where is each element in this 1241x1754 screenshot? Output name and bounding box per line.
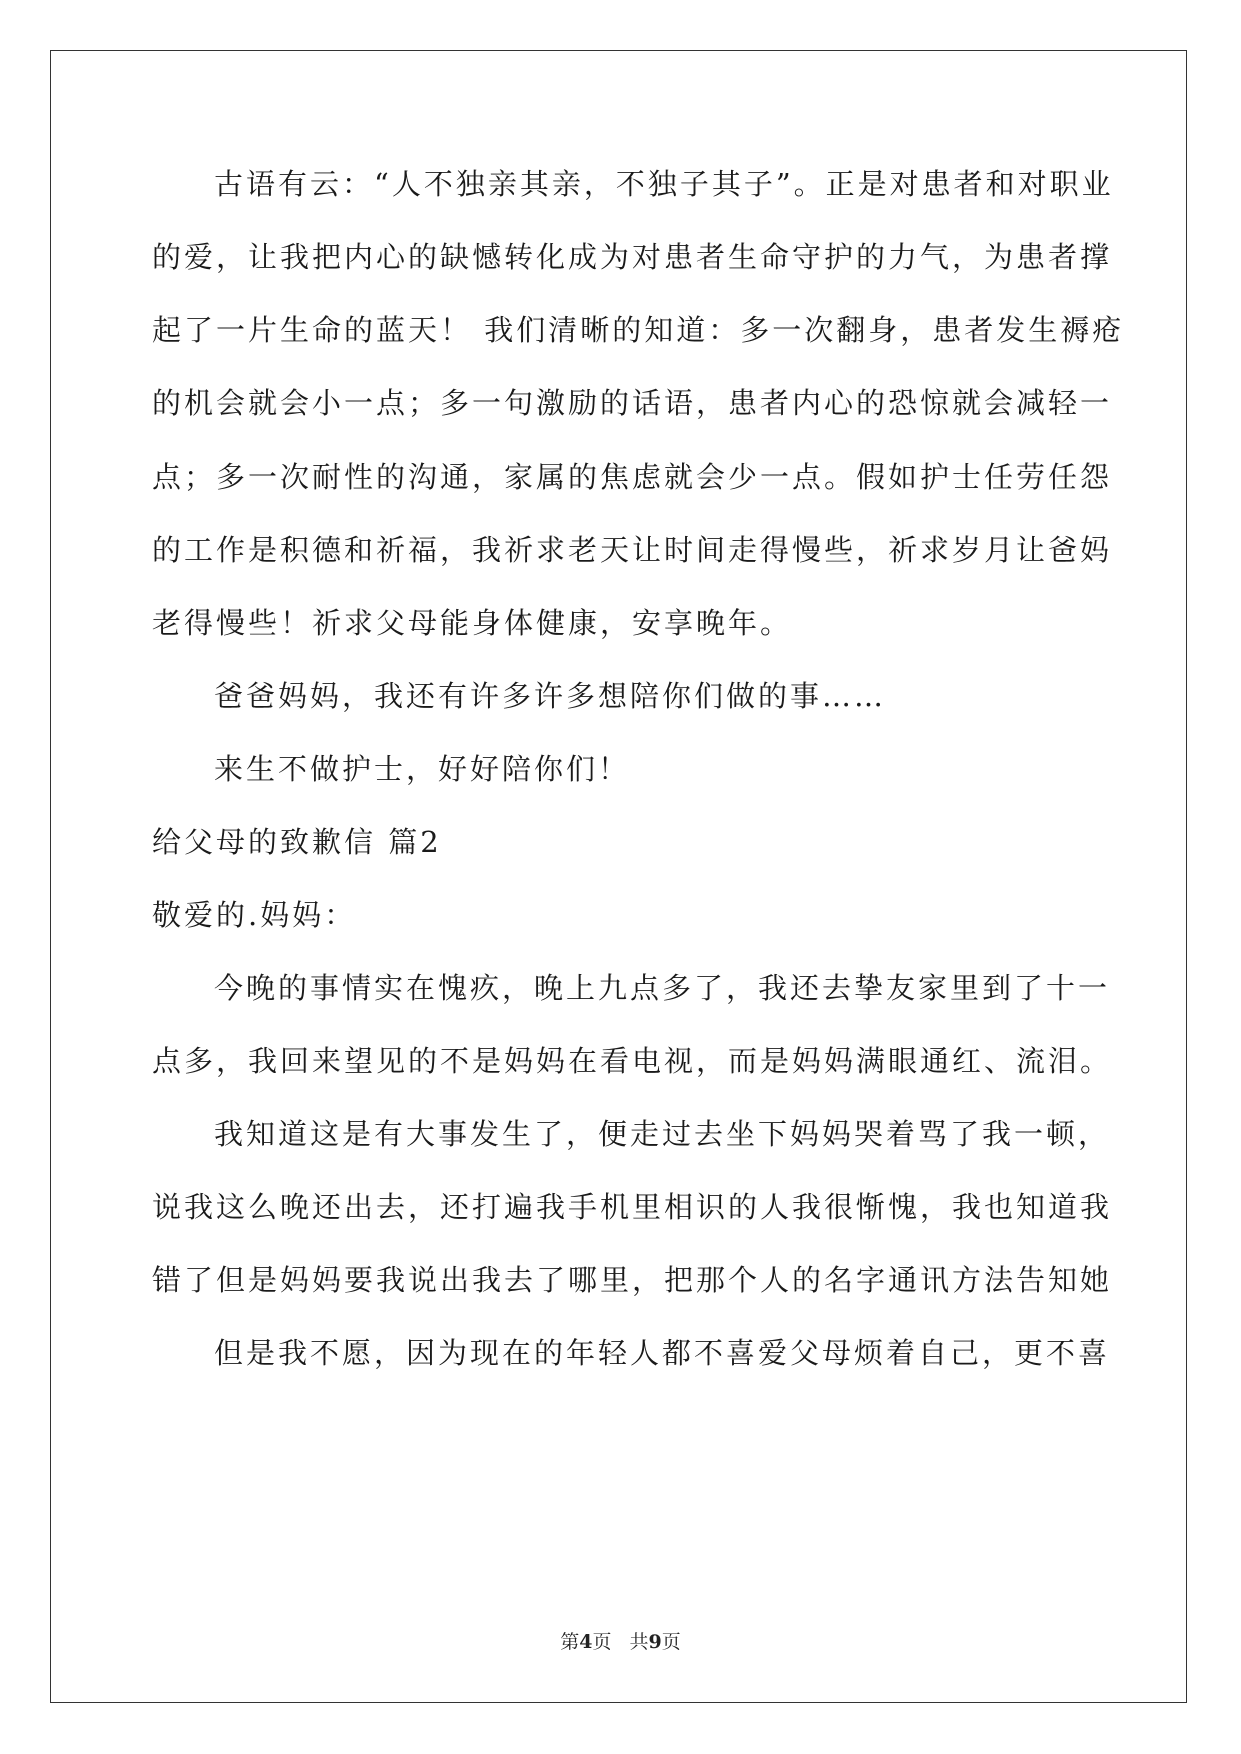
text-line: 点多，我回来望见的不是妈妈在看电视，而是妈妈满眼通红、流泪。 [152, 1044, 1113, 1078]
page-number: 4 [579, 1631, 593, 1653]
text-line: 起了一片生命的蓝天！ 我们清晰的知道：多一次翻身，患者发生褥疮 [152, 313, 1125, 347]
text-line: 但是我不愿，因为现在的年轻人都不喜爱父母烦着自己，更不喜 [214, 1336, 1111, 1370]
text-line: 的爱，让我把内心的缺憾转化成为对患者生命守护的力气，为患者撑 [152, 240, 1113, 274]
page-footer [0, 1630, 1241, 1654]
total-prefix: 共 [629, 1631, 649, 1653]
text-line: 古语有云：“人不独亲其亲，不独子其子”。正是对患者和对职业 [214, 167, 1114, 201]
text-line: 来生不做护士，好好陪你们！ [214, 752, 631, 786]
page-border [50, 50, 1187, 1703]
total-pages: 9 [648, 1631, 662, 1653]
text-line: 爸爸妈妈，我还有许多许多想陪你们做的事…… [214, 679, 887, 713]
total-suffix: 页 [661, 1631, 681, 1653]
section-heading: 给父母的致歉信 篇2 [152, 825, 442, 859]
page-suffix: 页 [592, 1631, 612, 1653]
text-line: 的机会就会小一点；多一句激励的话语，患者内心的恐惊就会减轻一 [152, 386, 1113, 420]
salutation: 敬爱的.妈妈： [152, 898, 357, 932]
text-line: 说我这么晚还出去，还打遍我手机里相识的人我很惭愧，我也知道我 [152, 1190, 1113, 1224]
text-line: 今晚的事情实在愧疚，晚上九点多了，我还去挚友家里到了十一 [214, 971, 1111, 1005]
text-line: 错了但是妈妈要我说出我去了哪里，把那个人的名字通讯方法告知她 [152, 1263, 1113, 1297]
text-line: 的工作是积德和祈福，我祈求老天让时间走得慢些，祈求岁月让爸妈 [152, 533, 1113, 567]
text-line: 我知道这是有大事发生了，便走过去坐下妈妈哭着骂了我一顿， [214, 1117, 1111, 1151]
text-line: 老得慢些！祈求父母能身体健康，安享晚年。 [152, 606, 793, 640]
page-prefix: 第 [560, 1631, 580, 1653]
text-line: 点；多一次耐性的沟通，家属的焦虑就会少一点。假如护士任劳任怨 [152, 460, 1113, 494]
